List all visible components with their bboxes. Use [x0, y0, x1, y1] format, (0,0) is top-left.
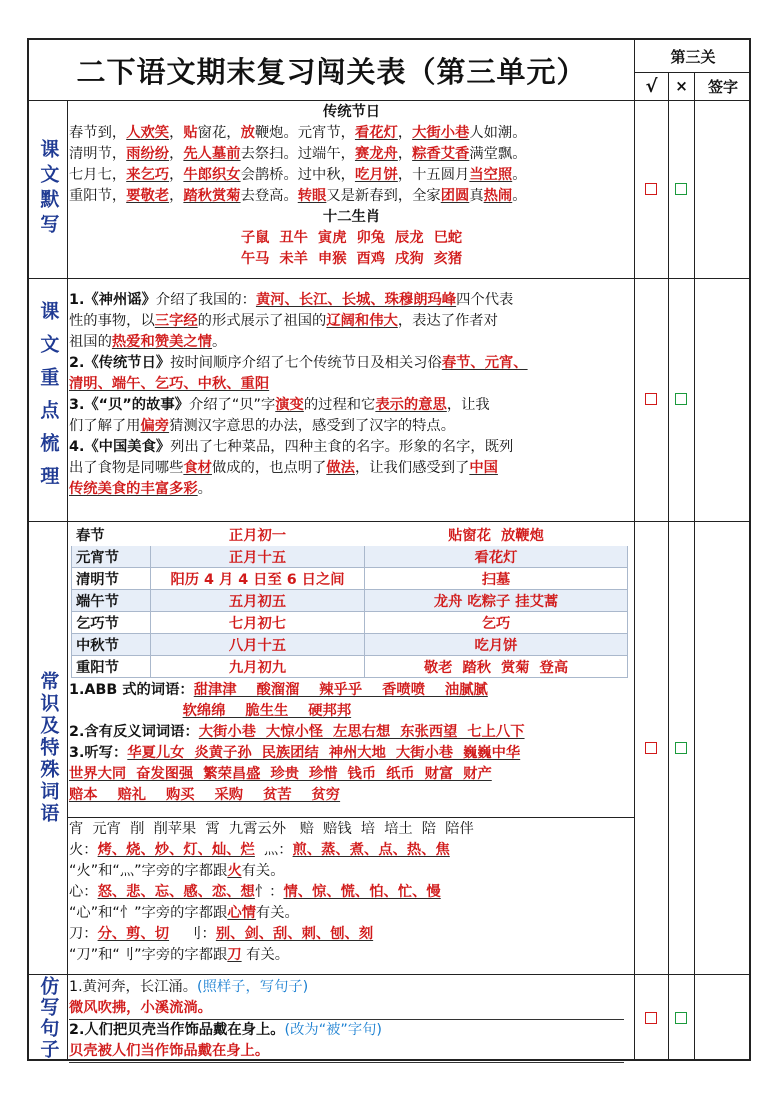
line-text: 刀： [69, 926, 98, 942]
text-line [69, 479, 634, 500]
line-text: 性的事物，以 [69, 313, 155, 329]
zodiac-heading: 十二生肖 [322, 209, 381, 225]
answer-text: 火 [227, 863, 242, 879]
text-line [69, 311, 634, 332]
answer-text: 甜津津 酸溜溜 辣乎乎 香喷喷 油腻腻 [193, 682, 488, 698]
table-row [72, 568, 628, 590]
line-text: 放 [240, 125, 255, 141]
table-row [72, 524, 628, 546]
question-hint: (照样子，写句子) [197, 979, 309, 995]
answer-text: 烤、烧、炒、灯、灿、烂 [97, 842, 255, 858]
line-text: 有关。 [255, 905, 299, 921]
text-line [69, 290, 634, 311]
festival-name: 春节 [76, 527, 105, 544]
divider [634, 40, 635, 1061]
answer-text: 软绵绵 脆生生 硬邦邦 [182, 703, 352, 719]
line-text: ，让我 [446, 397, 490, 413]
answer-text: 赛龙舟 [354, 146, 398, 162]
answer-text: 赔本 赔礼 购买 采购 贫苦 贫穷 [69, 787, 341, 803]
line-text: 窗花， [197, 125, 241, 141]
answer-text: 来乞巧 [126, 167, 170, 183]
answer-text: 怒、悲、忘、感、恋、想 [97, 884, 255, 900]
text-line [69, 395, 634, 416]
line-text: 出了食物是同哪些 [69, 460, 184, 476]
line-text: 按时间顺序介绍了七个传统节日及相关习俗 [170, 355, 442, 371]
answer-text: 煎、蒸、煮、点、热、焦 [292, 842, 450, 858]
line-text: ， [397, 125, 413, 141]
divider [67, 100, 68, 1061]
divider [67, 817, 634, 818]
line-text: 有关。 [241, 863, 285, 879]
answer-text: 演变 [275, 397, 304, 413]
text-line [69, 332, 634, 353]
line-text: 清明节， [69, 146, 127, 162]
line-text: ， [169, 125, 184, 141]
festival-date: 七月初七 [151, 612, 365, 634]
line-text: 人如潮。 [469, 125, 527, 141]
line-text: 火： [69, 842, 98, 858]
line-text: 2.《传统节日》 [69, 355, 171, 371]
table-row [72, 546, 628, 568]
cross-column-header: × [675, 77, 688, 95]
festival-custom: 吃月饼 [365, 634, 628, 656]
festival-custom: 贴窗花 放鞭炮 [448, 527, 544, 544]
question-line [69, 977, 634, 998]
festival-custom: 扫墓 [365, 568, 628, 590]
divider [668, 72, 669, 1061]
line-text: 鞭炮。元宵节， [254, 125, 355, 141]
festival-date: 阳历 4 月 4 日至 6 日之间 [151, 568, 365, 590]
text-line [69, 186, 634, 207]
festival-name: 元宵节 [72, 546, 151, 568]
text-line [69, 743, 634, 764]
line-text: 介绍了我国的： [155, 292, 256, 308]
word-lists [69, 680, 634, 806]
line-text: 1.《神州谣》 [69, 292, 156, 308]
text-line [69, 785, 634, 806]
festival-name: 中秋节 [72, 634, 151, 656]
line-text: 真 [469, 188, 484, 204]
question-line [69, 1020, 634, 1041]
line-text: ， [169, 146, 184, 162]
text-line [69, 722, 634, 743]
answer-text: 人欢笑 [126, 125, 170, 141]
answer-text: 看花灯 [354, 125, 398, 141]
text-line [69, 819, 634, 840]
text-line [69, 764, 634, 785]
divider [29, 100, 751, 101]
line-text: 刂： [169, 926, 216, 942]
line-text: 满堂飘。 [469, 146, 527, 162]
festival-custom: 看花灯 [365, 546, 628, 568]
line-text [69, 703, 183, 719]
text-line [69, 861, 634, 882]
text-line [69, 458, 634, 479]
line-text: 又是新春到，全家 [326, 188, 441, 204]
table-row [72, 612, 628, 634]
line-text: 猜测汉字意思的办法，感受到了汉字的特点。 [169, 418, 456, 434]
festival-date: 八月十五 [151, 634, 365, 656]
answer-text: 偏旁 [140, 418, 170, 434]
imitate-content [69, 977, 634, 1063]
knowledge-content [69, 523, 634, 806]
festival-date: 五月初五 [151, 590, 365, 612]
festival-name: 重阳节 [72, 656, 151, 678]
line-text: ，十五圆月 [397, 167, 470, 183]
line-text: 贴 [183, 125, 198, 141]
text-line [69, 840, 634, 861]
line-text: 灬： [254, 842, 293, 858]
section-label-text: 常识及特殊词语 [37, 670, 60, 825]
answer-text: 世界大同 奋发图强 繁荣昌盛 珍贵 珍惜 钱币 纸币 财富 财产 [69, 766, 492, 782]
section-label-key-points [29, 278, 67, 521]
line-text: 2.含有反义词词语： [69, 724, 199, 740]
section-label-text: 课文默写 [37, 139, 60, 239]
divider [29, 521, 751, 522]
fail-checkbox[interactable] [675, 393, 687, 405]
line-text: 们了解了用 [69, 418, 141, 434]
poem-heading: 传统节日 [322, 104, 381, 120]
answer-text: 粽香艾香 [412, 146, 470, 162]
festival-table [71, 523, 628, 678]
festival-date: 正月初一 [228, 527, 287, 544]
line-text: 会鹊桥。过中秋， [240, 167, 355, 183]
question-text: 1.黄河奔，长江涌。 [69, 979, 198, 995]
answer-text: 大街小巷 大惊小怪 左思右想 东张西望 七上八下 [198, 724, 525, 740]
line-text: ， [169, 167, 184, 183]
line-text: 介绍了“贝”字 [188, 397, 276, 413]
line-text: 1.ABB 式的词语： [69, 682, 194, 698]
festival-name: 乞巧节 [72, 612, 151, 634]
line-text: ，表达了作者对 [397, 313, 498, 329]
answer-text: 吃月饼 [354, 167, 398, 183]
line-text: 。 [512, 167, 527, 183]
question-hint: (改为“被”字句) [284, 1022, 382, 1038]
text-line [69, 924, 634, 945]
page-title: 二下语文期末复习闯关表（第三单元） [76, 54, 587, 89]
divider [694, 72, 695, 1061]
table-row [72, 590, 628, 612]
answer-text: 华夏儿女 炎黄子孙 民族团结 神州大地 大街小巷 巍巍中华 [127, 745, 521, 761]
text-line [69, 903, 634, 924]
table-row [72, 634, 628, 656]
section-label-recite [29, 100, 67, 278]
line-text: 忄： [254, 884, 284, 900]
table-row [72, 656, 628, 678]
answer-text: 转眼 [297, 188, 327, 204]
line-text: 3.听写： [69, 745, 128, 761]
pass-checkbox[interactable] [645, 393, 657, 405]
section-label-text: 课文重点梳理 [37, 300, 60, 499]
line-text: ，让我们感受到了 [354, 460, 470, 476]
line-text: 去登高。 [240, 188, 298, 204]
text-line [69, 165, 634, 186]
answer-text: 先人墓前 [183, 146, 241, 162]
fail-checkbox[interactable] [675, 742, 687, 754]
answer-text: 当空照 [469, 167, 513, 183]
answer-text: 热爱和赞美之情 [111, 334, 212, 350]
answer-text: 三字经 [154, 313, 198, 329]
line-text: 。 [211, 334, 227, 350]
divider [29, 278, 751, 279]
line-text: 。 [512, 188, 527, 204]
line-text: “火”和“灬”字旁的字都跟 [69, 863, 228, 879]
line-text: 。 [197, 481, 212, 497]
line-text: 的过程和它 [303, 397, 376, 413]
line-text: ， [397, 146, 413, 162]
level-label: 第三关 [670, 47, 716, 66]
line-text: 有关。 [241, 947, 290, 963]
line-text: 四个代表 [456, 292, 514, 308]
festival-custom: 龙舟 吃粽子 挂艾蒿 [365, 590, 628, 612]
answer-text: 刀 [227, 947, 242, 963]
answer-line: 贝壳被人们当作饰品戴在身上。 [69, 1041, 624, 1063]
line-text: 宵 元宵 削 削苹果 霄 九霄云外 赔 赔钱 培 培土 陪 陪伴 [69, 821, 474, 837]
answer-text: 分、剪、切 [97, 926, 170, 942]
radicals-content [69, 819, 634, 966]
line-text: 列出了七种菜品，四种主食的名字。形象的名字，既列 [170, 439, 514, 455]
answer-text: 表示的意思 [375, 397, 447, 413]
text-line [69, 701, 634, 722]
festival-custom: 敬老 踏秋 赏菊 登高 [365, 656, 628, 678]
text-line [69, 144, 634, 165]
check-column-header: √ [645, 75, 658, 97]
section-label-text: 仿写句子 [37, 975, 60, 1060]
answer-text: 传统美食的丰富多彩 [69, 481, 198, 497]
answer-text: 辽阔和伟大 [326, 313, 398, 329]
pass-checkbox[interactable] [645, 183, 657, 195]
text-line [69, 353, 634, 374]
line-text: 做成的，也点明了 [211, 460, 327, 476]
pass-checkbox[interactable] [645, 742, 657, 754]
line-text: 心： [69, 884, 98, 900]
answer-text: 黄河、长江、长城、珠穆朗玛峰 [255, 292, 457, 308]
answer-text: 别、剑、刮、刺、刨、刻 [215, 926, 374, 942]
festival-name: 端午节 [72, 590, 151, 612]
zodiac-line: 子鼠 丑牛 寅虎 卯兔 辰龙 巳蛇 [240, 230, 463, 246]
festival-date: 正月十五 [151, 546, 365, 568]
line-text: 七月七， [69, 167, 127, 183]
answer-text: 食材 [183, 460, 212, 476]
text-line [69, 945, 634, 966]
divider [29, 974, 751, 975]
text-line [69, 882, 634, 903]
fail-checkbox[interactable] [675, 183, 687, 195]
text-line [69, 437, 634, 458]
line-text: 祖国的 [69, 334, 112, 350]
answer-text: 要敬老 [126, 188, 170, 204]
answer-text: 中国 [469, 460, 498, 476]
section-label-imitate [29, 974, 67, 1061]
fail-checkbox[interactable] [675, 1012, 687, 1024]
recite-content [69, 102, 634, 270]
text-line [69, 680, 634, 701]
festival-name: 清明节 [72, 568, 151, 590]
key-points-content [69, 290, 634, 500]
line-text: 3.《“贝”的故事》 [69, 397, 189, 413]
poem-lines [69, 123, 634, 207]
answer-text: 清明、端午、乞巧、中秋、重阳 [69, 376, 270, 392]
festival-custom: 乞巧 [365, 612, 628, 634]
answer-text: 大街小巷 [412, 125, 470, 141]
answer-text: 春节、元宵、 [441, 355, 528, 371]
festival-date: 九月初九 [151, 656, 365, 678]
section-label-knowledge [29, 521, 67, 974]
answer-text: 牛郎织女 [183, 167, 241, 183]
answer-text: 情、惊、慌、怕、忙、慢 [283, 884, 441, 900]
zodiac-line: 午马 未羊 申猴 酉鸡 戌狗 亥猪 [240, 251, 463, 267]
line-text: 去祭扫。过端午， [240, 146, 355, 162]
review-sheet [27, 38, 751, 1061]
answer-text: 雨纷纷 [126, 146, 170, 162]
line-text: “刀”和“刂”字旁的字都跟 [69, 947, 228, 963]
sign-column-header: 签字 [707, 77, 738, 96]
line-text: 春节到， [69, 125, 127, 141]
answer-text: 心情 [227, 905, 256, 921]
text-line [69, 416, 634, 437]
answer-text: 踏秋赏菊 [183, 188, 241, 204]
line-text: 4.《中国美食》 [69, 439, 171, 455]
answer-line: 微风吹拂，小溪流淌。 [69, 998, 624, 1020]
pass-checkbox[interactable] [645, 1012, 657, 1024]
answer-text: 团圆 [440, 188, 470, 204]
line-text: 重阳节， [69, 188, 127, 204]
text-line [69, 374, 634, 395]
text-line [69, 123, 634, 144]
line-text: ， [169, 188, 184, 204]
line-text: 的形式展示了祖国的 [197, 313, 327, 329]
question-text: 2.人们把贝壳当作饰品戴在身上。 [69, 1022, 285, 1038]
answer-text: 做法 [326, 460, 355, 476]
answer-text: 热闹 [483, 188, 513, 204]
line-text: “心”和“忄”字旁的字都跟 [69, 905, 228, 921]
